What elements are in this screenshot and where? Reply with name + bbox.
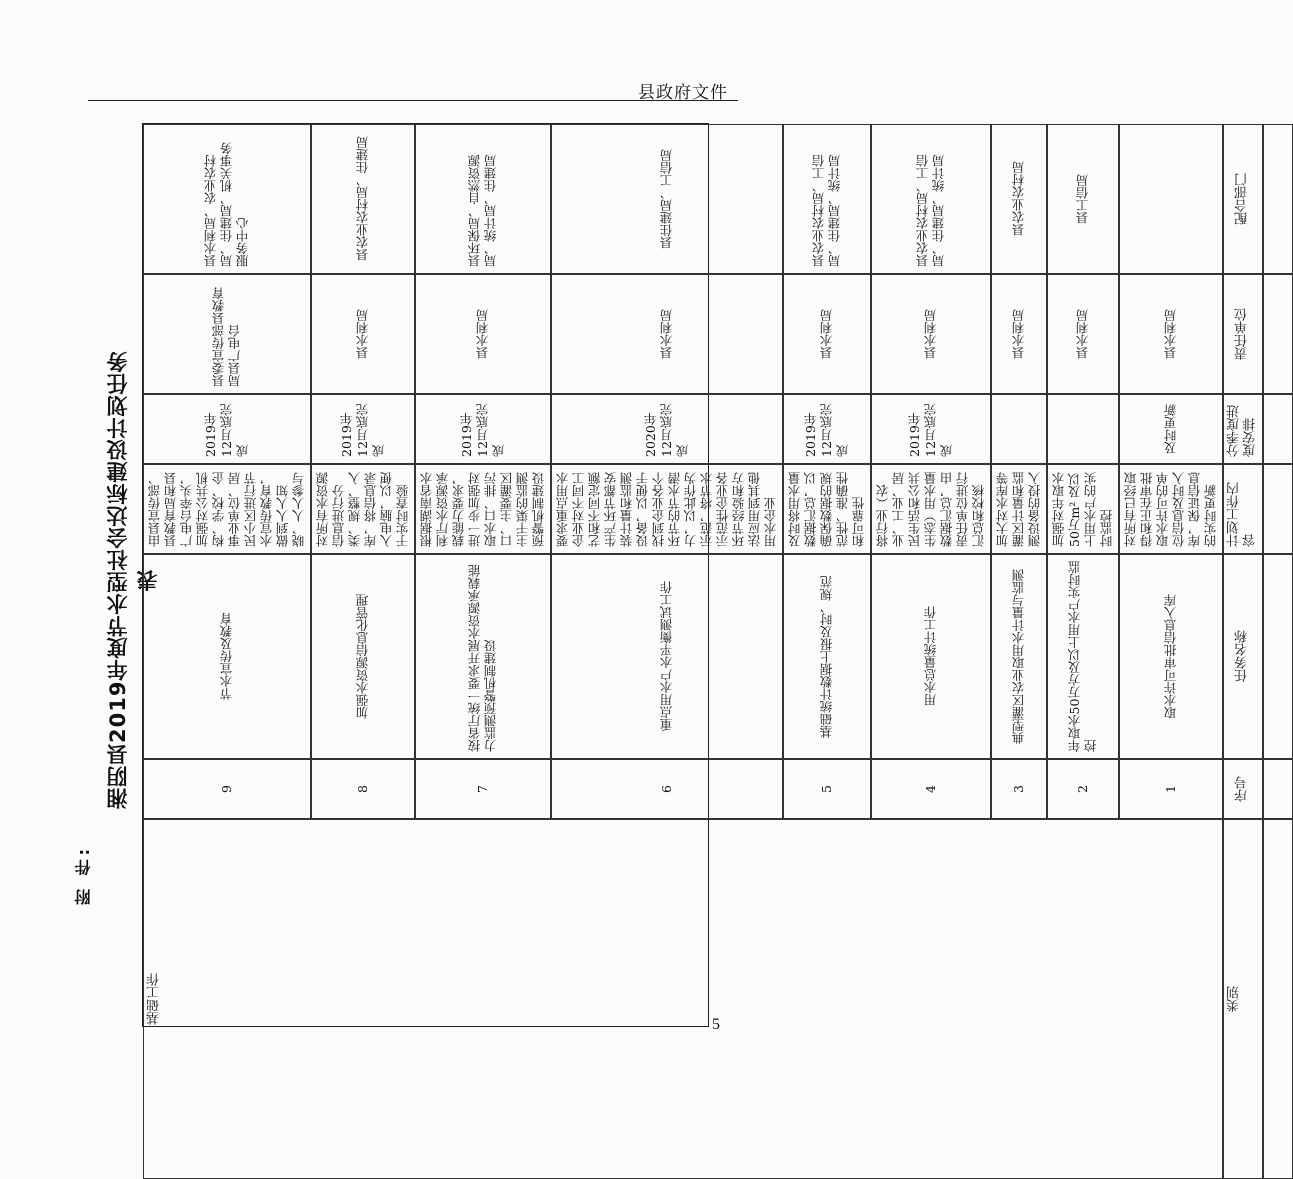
table-margin-cell [1263, 759, 1293, 819]
table-cell-task: 取水许可审批信息入库 [1119, 554, 1223, 759]
table-cell-task: 重点用水户水平衡测试工作 [551, 554, 783, 759]
page-number: 5 [712, 1016, 720, 1033]
col-task-header: 任务名称 [1223, 554, 1263, 759]
table-cell-cooperating: 县农业农村局、工信局、住建局、统计局 [783, 124, 871, 274]
table-cell-no: 9 [143, 759, 311, 819]
header-title: 县政府文件 [638, 83, 728, 103]
table-cell-schedule [991, 394, 1047, 464]
table-cell-task: 基础统计数据上报及时、规范 [783, 554, 871, 759]
table-cell-no: 7 [415, 759, 551, 819]
table-cell-responsible: 县水利局 [311, 274, 415, 394]
table-cell-no: 1 [1119, 759, 1223, 819]
attachment-label: 附 件: [74, 845, 93, 905]
table-cell-responsible: 县水利局 [415, 274, 551, 394]
table-cell-cooperating [1119, 124, 1223, 274]
table-cell-task: 典型灌区农业取用水计量与监测 [991, 554, 1047, 759]
table-cell-cooperating: 县环保局、自然资源局、统计局、住建局 [415, 124, 551, 274]
col-category-header: 类别 [1223, 819, 1263, 1179]
table-cell-content: 加大对水库等灌区计量和监测设备的投入 [991, 464, 1047, 554]
table-cell-cooperating: 县住建局、工信局 [551, 124, 783, 274]
col-schedule-header: 分季度进度安排 [1223, 394, 1263, 464]
table-title: 湘阴县2019年度节水型社会达标建设计划任务表 [106, 350, 160, 810]
col-content-header: 计划工作内容 [1223, 464, 1263, 554]
table-cell-task: 用水总量统计工作 [871, 554, 991, 759]
table-cell-schedule: 2019年12月底完成 [311, 394, 415, 464]
table-cell-content: 由县宣传部、县教育局和县广电台牵头，加强对公共机构、学校、企事业单位、居民小区进行节水宣传教育，做到人人知晓、人人参与 [143, 464, 311, 554]
col-cooperating-header: 配合部门 [1223, 124, 1263, 274]
table-margin-cell [1263, 819, 1293, 1179]
col-no-header: 序号 [1223, 759, 1263, 819]
table-cell-task: 节水宣传及教育 [143, 554, 311, 759]
table-cell-schedule [1047, 394, 1119, 464]
table-cell-responsible: 县水利局 [783, 274, 871, 394]
table-cell-cooperating: 县水利局、农业农村局、住建局、机关事务服务中心 [143, 124, 311, 274]
table-cell-responsible: 县水利局 [871, 274, 991, 394]
table-cell-cooperating: 县农业农村局、工信局、住建局、统计局 [871, 124, 991, 274]
task-table [142, 123, 1258, 1027]
table-margin-cell [1263, 464, 1293, 554]
table-cell-content: 及时将用水量数据汇总，以确保数据的规范性、准确性和可靠性 [783, 464, 871, 554]
table-cell-no: 4 [871, 759, 991, 819]
table-cell-content: 对所有水资源信息进行分类、规整、入库，将信息录入电脑，以便于实时查验 [311, 464, 415, 554]
table-cell-schedule: 及时更新 [1119, 394, 1223, 464]
category-group-cell: 基础工作 [143, 819, 1223, 1179]
table-cell-responsible: 县水利局 [991, 274, 1047, 394]
table-cell-schedule: 2019年12月底完成 [871, 394, 991, 464]
table-cell-content: 加强对年取水50万m² 及以上用水户的实时监控 [1047, 464, 1119, 554]
table-cell-no: 2 [1047, 759, 1119, 819]
table-cell-no: 6 [551, 759, 783, 819]
table-cell-cooperating: 县工信局 [1047, 124, 1119, 274]
table-cell-content: 将行业（农业、工业、居民生活和公共生态）用水量数据汇总，由责任单位进行汇总和校核 [871, 464, 991, 554]
table-cell-schedule: 2019年12月底完成 [783, 394, 871, 464]
table-cell-content: 对所有已经取得和正在审批取水许可的单位信息及时入库，保证信息的实时更新 [1119, 464, 1223, 554]
table-cell-cooperating: 县农业农村局、住建局 [311, 124, 415, 274]
table-cell-task: 按省厅统一要求开展水资源承载能力监测预警机制建设 [415, 554, 551, 759]
table-margin-cell [1263, 394, 1293, 464]
table-cell-schedule: 2019年12月底完成 [143, 394, 311, 464]
table-cell-no: 8 [311, 759, 415, 819]
table-cell-no: 3 [991, 759, 1047, 819]
col-responsible-header: 责任单位 [1223, 274, 1263, 394]
header-rule [88, 100, 738, 101]
table-margin-cell [1263, 554, 1293, 759]
table-cell-task: 年取水50万方及以上用水户实时监控 [1047, 554, 1119, 759]
table-cell-responsible: 县委宣传部县教育局县广电台 [143, 274, 311, 394]
table-cell-responsible: 县水利局 [1119, 274, 1223, 394]
table-cell-responsible: 县水利局 [551, 274, 783, 394]
table-margin-cell [1263, 124, 1293, 274]
table-cell-schedule: 2020年12月底完成 [551, 394, 783, 464]
table-margin-cell [1263, 274, 1293, 394]
table-cell-cooperating: 县农业农村局 [991, 124, 1047, 274]
table-cell-content: 根据湖南省水利厅水资源承载能力要求，进一步加强对取水口、排污口、主要灌区主干渠的监测预警机制建设 [415, 464, 551, 554]
table-cell-task: 加强水资源信息化管理 [311, 554, 415, 759]
table-cell-schedule: 2019年12月底完成 [415, 394, 551, 464]
table-cell-no: 5 [783, 759, 871, 819]
table-cell-content: 要求重点用水企业对不同工艺和不同定额生产环节都安装计量和监测设备，以便于找到企业各个环节的节水潜力，以此作为示范，将节水示范性企业各环节经验和方法应用到其他用水企业 [551, 464, 783, 554]
table-cell-responsible: 县水利局 [1047, 274, 1119, 394]
